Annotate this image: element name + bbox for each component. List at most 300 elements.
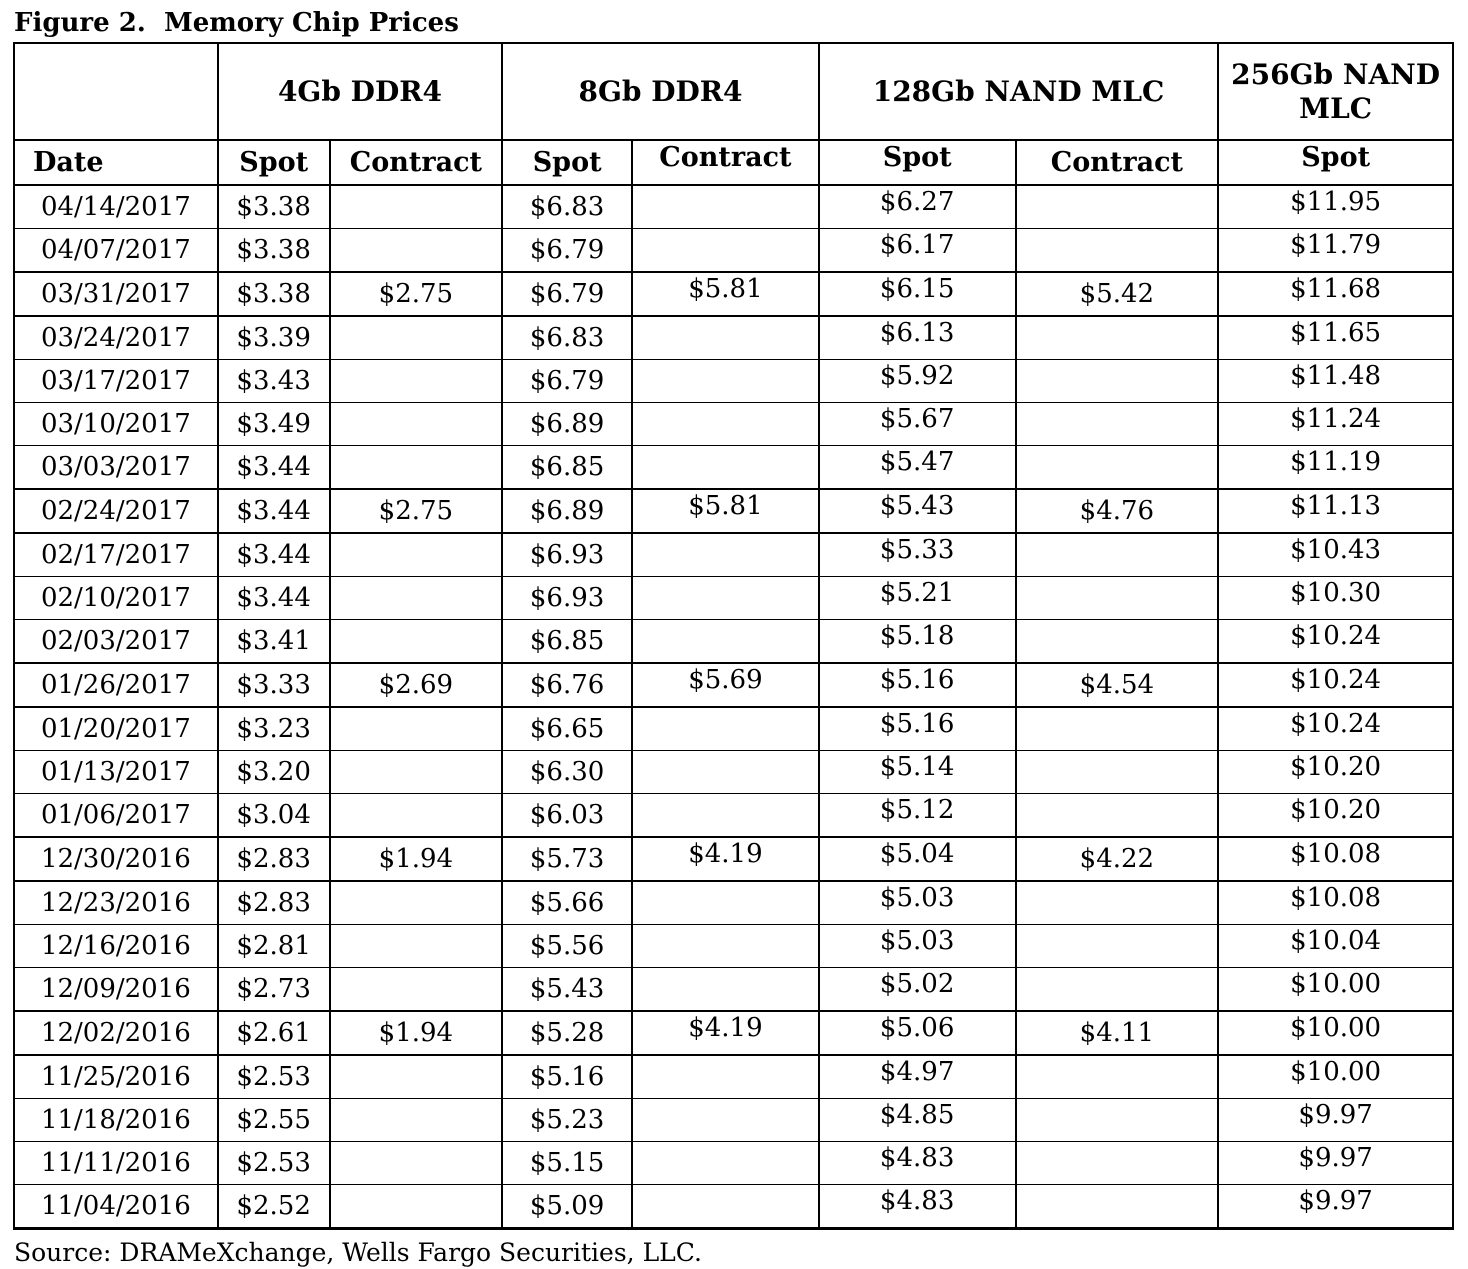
table-row	[14, 316, 1453, 360]
group-label: 128Gb NAND MLC	[872, 74, 1165, 108]
cell-text: $5.92	[879, 361, 955, 391]
cell-text: 04/14/2017	[40, 192, 191, 222]
table-row	[14, 925, 1453, 968]
cell-text: 03/31/2017	[40, 279, 191, 309]
cell-text: $4.11	[1079, 1018, 1155, 1048]
cell-text: $3.04	[236, 800, 311, 830]
cell-text: $9.97	[1298, 1186, 1373, 1216]
cell-text: $3.38	[236, 279, 311, 309]
cell-text: $5.28	[529, 1018, 605, 1048]
price-cell	[819, 185, 1016, 229]
price-cell	[502, 316, 632, 360]
price-cell	[632, 968, 819, 1012]
date-cell	[14, 1185, 218, 1229]
price-cell	[218, 360, 330, 403]
cell-text: $6.27	[879, 187, 955, 217]
price-cell	[1016, 360, 1219, 403]
cell-text: $3.38	[236, 192, 311, 222]
price-cell	[218, 751, 330, 794]
column-header-row	[14, 140, 1453, 185]
cell-text: $11.65	[1290, 318, 1382, 348]
cell-text: $6.83	[529, 323, 605, 353]
cell-text: $2.52	[236, 1191, 311, 1221]
price-cell	[330, 316, 503, 360]
price-cell	[819, 794, 1016, 838]
price-cell	[632, 1055, 819, 1099]
date-cell	[14, 794, 218, 838]
cell-text: 04/07/2017	[40, 235, 191, 265]
price-cell	[502, 707, 632, 751]
price-cell	[1016, 837, 1219, 881]
cell-text: $10.24	[1290, 621, 1382, 651]
price-cell	[218, 1142, 330, 1185]
cell-text: $11.68	[1290, 274, 1382, 304]
table-row	[14, 446, 1453, 490]
cell-text: $2.83	[236, 844, 311, 874]
price-cell	[1218, 229, 1453, 273]
cell-text: $11.48	[1290, 361, 1382, 391]
price-cell	[1016, 489, 1219, 533]
price-cell	[330, 1185, 503, 1229]
cell-text: $5.16	[879, 709, 955, 739]
price-cell	[1016, 1011, 1219, 1055]
price-cell	[330, 489, 503, 533]
price-cell	[330, 1055, 503, 1099]
price-cell	[632, 1011, 819, 1055]
price-cell	[632, 403, 819, 446]
cell-text: $5.66	[529, 888, 605, 918]
cell-text: $4.19	[688, 1013, 763, 1043]
price-cell	[218, 489, 330, 533]
price-cell	[330, 794, 503, 838]
price-cell	[1016, 577, 1219, 620]
cell-text: $5.03	[879, 926, 955, 956]
price-cell	[819, 446, 1016, 490]
price-cell	[502, 1011, 632, 1055]
date-cell	[14, 533, 218, 577]
table-row	[14, 489, 1453, 533]
cell-text: $5.43	[529, 974, 605, 1004]
price-cell	[1016, 707, 1219, 751]
cell-text: $10.08	[1290, 883, 1382, 913]
cell-text: $11.19	[1290, 447, 1382, 477]
column-header-text: Spot	[882, 142, 952, 173]
table-row	[14, 229, 1453, 273]
price-cell	[819, 1011, 1016, 1055]
price-cell	[218, 403, 330, 446]
cell-text: $5.42	[1079, 279, 1155, 309]
cell-text: $5.23	[529, 1105, 605, 1135]
cell-text: 03/24/2017	[40, 323, 191, 353]
price-cell	[218, 620, 330, 664]
price-cell	[330, 707, 503, 751]
price-cell	[1016, 751, 1219, 794]
price-cell	[1016, 1099, 1219, 1142]
date-cell	[14, 968, 218, 1012]
group-label: 8Gb DDR4	[578, 74, 743, 108]
cell-text: 01/20/2017	[40, 714, 191, 744]
price-cell	[218, 533, 330, 577]
cell-text: $2.75	[378, 279, 454, 309]
price-cell	[330, 1142, 503, 1185]
cell-text: $5.14	[879, 752, 955, 782]
cell-text: $11.95	[1290, 187, 1382, 217]
cell-text: $10.30	[1290, 578, 1382, 608]
cell-text: $10.04	[1290, 926, 1382, 956]
price-cell	[218, 881, 330, 925]
price-cell	[218, 316, 330, 360]
cell-text: $9.97	[1298, 1143, 1373, 1173]
cell-text: 03/10/2017	[40, 409, 191, 439]
cell-text: $4.83	[879, 1143, 955, 1173]
date-cell	[14, 837, 218, 881]
price-cell	[502, 272, 632, 316]
cell-text: $6.89	[529, 496, 605, 526]
price-cell	[330, 1011, 503, 1055]
group-header-row	[14, 43, 1453, 140]
cell-text: $6.79	[529, 279, 605, 309]
cell-text: $3.44	[236, 496, 311, 526]
cell-text: $5.81	[688, 491, 763, 521]
date-cell	[14, 272, 218, 316]
cell-text: 12/02/2016	[40, 1018, 191, 1048]
group-label: 4Gb DDR4	[277, 74, 442, 108]
price-cell	[632, 489, 819, 533]
cell-text: $6.15	[879, 274, 955, 304]
price-cell	[330, 272, 503, 316]
price-cell	[632, 1099, 819, 1142]
cell-text: $4.76	[1079, 496, 1155, 526]
price-cell	[1016, 185, 1219, 229]
cell-text: $5.73	[529, 844, 605, 874]
price-cell	[330, 403, 503, 446]
cell-text: $11.79	[1290, 230, 1382, 260]
date-cell	[14, 881, 218, 925]
cell-text: $1.94	[378, 844, 454, 874]
price-cell	[819, 620, 1016, 664]
cell-text: $6.83	[529, 192, 605, 222]
price-cell	[632, 881, 819, 925]
table-row	[14, 577, 1453, 620]
price-cell	[330, 533, 503, 577]
date-cell	[14, 925, 218, 968]
date-cell	[14, 229, 218, 273]
price-cell	[1218, 272, 1453, 316]
date-cell	[14, 751, 218, 794]
cell-text: $10.20	[1290, 752, 1382, 782]
cell-text: $3.20	[236, 757, 311, 787]
column-header-date: Date	[14, 140, 218, 185]
group-header-128gb-nand-mlc	[819, 43, 1218, 140]
cell-text: $5.15	[529, 1148, 605, 1178]
price-cell	[330, 185, 503, 229]
price-cell	[330, 663, 503, 707]
cell-text: $5.81	[688, 274, 763, 304]
date-cell	[14, 707, 218, 751]
cell-text: $11.24	[1290, 404, 1382, 434]
source-note: Source: DRAMeXchange, Wells Fargo Securities, LLC.	[14, 1238, 702, 1267]
cell-text: $4.54	[1079, 670, 1155, 700]
price-cell	[1016, 229, 1219, 273]
price-cell	[330, 968, 503, 1012]
table-row	[14, 1142, 1453, 1185]
table-row	[14, 794, 1453, 838]
cell-text: $4.85	[879, 1100, 955, 1130]
column-header-4gb-spot: Spot	[218, 140, 330, 185]
cell-text: $5.21	[879, 578, 955, 608]
price-cell	[819, 316, 1016, 360]
price-cell	[819, 577, 1016, 620]
cell-text: $2.81	[236, 931, 311, 961]
cell-text: 02/24/2017	[40, 496, 191, 526]
cell-text: $6.85	[529, 452, 605, 482]
cell-text: 12/23/2016	[40, 888, 191, 918]
price-cell	[1218, 837, 1453, 881]
date-cell	[14, 1142, 218, 1185]
column-header-8gb-contract	[632, 140, 819, 185]
price-cell	[502, 489, 632, 533]
price-cell	[632, 707, 819, 751]
price-cell	[632, 1142, 819, 1185]
cell-text: $3.41	[236, 626, 311, 656]
group-label: 256Gb NAND MLC	[1231, 57, 1441, 125]
figure-title: Figure 2. Memory Chip Prices	[14, 8, 459, 38]
cell-text: $3.43	[236, 366, 311, 396]
cell-text: $5.06	[879, 1013, 955, 1043]
price-cell	[218, 272, 330, 316]
price-cell	[1218, 794, 1453, 838]
price-cell	[502, 185, 632, 229]
table-body	[14, 185, 1453, 1229]
price-cell	[1218, 1011, 1453, 1055]
price-cell	[819, 403, 1016, 446]
price-cell	[632, 446, 819, 490]
cell-text: $5.09	[529, 1191, 605, 1221]
date-cell	[14, 316, 218, 360]
price-cell	[502, 837, 632, 881]
price-cell	[819, 489, 1016, 533]
price-cell	[632, 751, 819, 794]
table-row	[14, 1011, 1453, 1055]
cell-text: $6.79	[529, 366, 605, 396]
cell-text: $10.08	[1290, 839, 1382, 869]
table-row	[14, 663, 1453, 707]
price-cell	[218, 446, 330, 490]
cell-text: 12/16/2016	[40, 931, 191, 961]
cell-text: $5.18	[879, 621, 955, 651]
price-cell	[632, 360, 819, 403]
price-cell	[1218, 446, 1453, 490]
price-cell	[502, 881, 632, 925]
price-cell	[330, 360, 503, 403]
table-row	[14, 272, 1453, 316]
table-row	[14, 968, 1453, 1012]
price-cell	[632, 837, 819, 881]
price-cell	[502, 1055, 632, 1099]
table-row	[14, 881, 1453, 925]
price-cell	[1016, 1055, 1219, 1099]
cell-text: $10.24	[1290, 709, 1382, 739]
cell-text: $2.55	[236, 1105, 311, 1135]
cell-text: $3.33	[236, 670, 311, 700]
price-cell	[819, 1142, 1016, 1185]
cell-text: 01/06/2017	[40, 800, 191, 830]
price-cell	[632, 620, 819, 664]
cell-text: $5.04	[879, 839, 955, 869]
cell-text: $6.79	[529, 235, 605, 265]
price-cell	[502, 577, 632, 620]
price-cell	[330, 925, 503, 968]
date-cell	[14, 489, 218, 533]
price-cell	[1016, 446, 1219, 490]
table-row	[14, 1055, 1453, 1099]
price-cell	[819, 272, 1016, 316]
column-header-4gb-contract: Contract	[330, 140, 503, 185]
price-cell	[632, 1185, 819, 1229]
date-cell	[14, 1055, 218, 1099]
column-header-128gb-contract: Contract	[1016, 140, 1219, 185]
cell-text: 03/17/2017	[40, 366, 191, 396]
memory-chip-price-table	[13, 42, 1454, 1230]
price-cell	[218, 968, 330, 1012]
cell-text: $6.30	[529, 757, 605, 787]
cell-text: $5.56	[529, 931, 605, 961]
date-cell	[14, 1099, 218, 1142]
price-cell	[218, 794, 330, 838]
cell-text: $6.65	[529, 714, 605, 744]
price-cell	[1218, 489, 1453, 533]
price-cell	[1016, 881, 1219, 925]
cell-text: $3.44	[236, 583, 311, 613]
price-cell	[502, 533, 632, 577]
price-cell	[330, 229, 503, 273]
cell-text: $2.69	[378, 670, 454, 700]
price-cell	[330, 446, 503, 490]
price-cell	[1016, 620, 1219, 664]
price-cell	[632, 533, 819, 577]
price-cell	[502, 229, 632, 273]
price-cell	[1218, 1142, 1453, 1185]
cell-text: 12/30/2016	[40, 844, 191, 874]
cell-text: 11/04/2016	[40, 1191, 191, 1221]
cell-text: 03/03/2017	[40, 452, 191, 482]
cell-text: $6.03	[529, 800, 605, 830]
cell-text: 01/13/2017	[40, 757, 191, 787]
cell-text: 11/11/2016	[40, 1148, 191, 1178]
table-row	[14, 403, 1453, 446]
price-cell	[1218, 881, 1453, 925]
cell-text: $2.73	[236, 974, 311, 1004]
price-cell	[1218, 751, 1453, 794]
price-cell	[1016, 272, 1219, 316]
price-cell	[502, 968, 632, 1012]
cell-text: $2.75	[378, 496, 454, 526]
column-header-text: Spot	[1301, 142, 1371, 173]
price-cell	[819, 229, 1016, 273]
cell-text: $6.17	[879, 230, 955, 260]
cell-text: $3.49	[236, 409, 311, 439]
price-cell	[819, 751, 1016, 794]
price-cell	[502, 751, 632, 794]
price-cell	[330, 837, 503, 881]
cell-text: $5.47	[879, 447, 955, 477]
cell-text: 02/17/2017	[40, 540, 191, 570]
price-cell	[218, 663, 330, 707]
price-cell	[502, 663, 632, 707]
date-cell	[14, 360, 218, 403]
table-row	[14, 1185, 1453, 1229]
price-cell	[218, 1185, 330, 1229]
price-cell	[502, 403, 632, 446]
price-cell	[632, 663, 819, 707]
price-cell	[1218, 577, 1453, 620]
price-cell	[1218, 1185, 1453, 1229]
cell-text: $6.13	[879, 318, 955, 348]
price-cell	[1218, 403, 1453, 446]
price-cell	[330, 577, 503, 620]
column-header-8gb-spot: Spot	[502, 140, 632, 185]
table-row	[14, 360, 1453, 403]
date-cell	[14, 446, 218, 490]
cell-text: $4.97	[879, 1057, 955, 1087]
price-cell	[218, 837, 330, 881]
price-cell	[330, 751, 503, 794]
price-cell	[819, 881, 1016, 925]
price-cell	[502, 1099, 632, 1142]
price-cell	[819, 533, 1016, 577]
cell-text: $6.89	[529, 409, 605, 439]
cell-text: $5.12	[879, 795, 955, 825]
price-cell	[1016, 663, 1219, 707]
column-header-text: Contract	[659, 142, 792, 173]
group-header-4gb-ddr4	[218, 43, 502, 140]
cell-text: $6.76	[529, 670, 605, 700]
price-cell	[632, 272, 819, 316]
price-cell	[1218, 707, 1453, 751]
cell-text: $2.53	[236, 1148, 311, 1178]
cell-text: $4.19	[688, 839, 763, 869]
cell-text: $3.44	[236, 540, 311, 570]
cell-text: $11.13	[1290, 491, 1382, 521]
price-cell	[1218, 533, 1453, 577]
cell-text: $3.38	[236, 235, 311, 265]
price-cell	[1218, 925, 1453, 968]
cell-text: $5.67	[879, 404, 955, 434]
cell-text: 11/25/2016	[40, 1062, 191, 1092]
price-cell	[218, 577, 330, 620]
cell-text: $5.16	[529, 1062, 605, 1092]
column-header-256gb-spot	[1218, 140, 1453, 185]
table-row	[14, 837, 1453, 881]
price-cell	[502, 1185, 632, 1229]
price-cell	[819, 707, 1016, 751]
cell-text: $2.83	[236, 888, 311, 918]
price-cell	[218, 1011, 330, 1055]
cell-text: $6.93	[529, 583, 605, 613]
cell-text: $6.85	[529, 626, 605, 656]
price-cell	[819, 968, 1016, 1012]
cell-text: $3.39	[236, 323, 311, 353]
price-cell	[502, 1142, 632, 1185]
price-cell	[218, 707, 330, 751]
cell-text: $10.43	[1290, 535, 1382, 565]
price-cell	[819, 1055, 1016, 1099]
column-header-128gb-spot	[819, 140, 1016, 185]
date-cell	[14, 620, 218, 664]
cell-text: $5.03	[879, 883, 955, 913]
table-row	[14, 185, 1453, 229]
price-cell	[1016, 1185, 1219, 1229]
